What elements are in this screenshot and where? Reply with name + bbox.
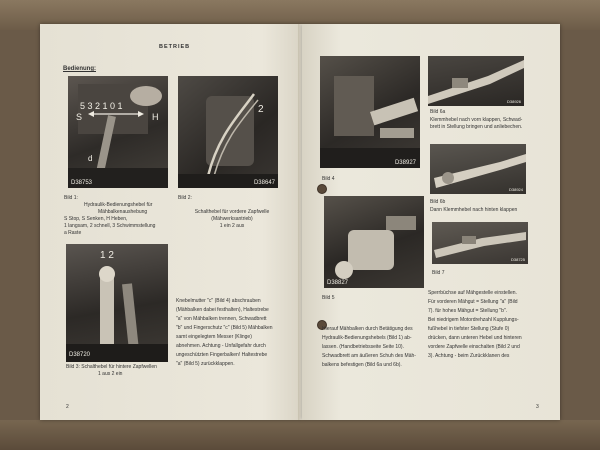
shift-position-label: 2 <box>258 104 264 115</box>
figure-1-caption-line: Mähbalkenaushebung <box>98 209 148 215</box>
photo-number: D38647 <box>253 180 275 186</box>
figure-1-caption-line: 1 langsam, 2 schnell, 3 Schwimmstellung <box>64 223 156 229</box>
figure-bild-5-photo <box>324 196 424 288</box>
lever-illustration <box>68 76 168 188</box>
pto-shaft-illustration <box>320 56 420 168</box>
lever-h-label: H <box>152 112 159 122</box>
figure-bild-6a-photo <box>428 56 524 106</box>
body-text-line: Hierauf Mähbalken durch Betätigung des <box>322 326 413 332</box>
body-text-line: "a" von Mähbalken trennen, Schwadbrett <box>176 316 267 322</box>
body-text-line: balkens befestigen (Bild 6a und 6b). <box>322 362 402 368</box>
table-background-bottom <box>0 420 600 450</box>
rear-pto-position-label: 1 2 <box>100 250 114 261</box>
figure-bild-7-photo <box>432 222 528 264</box>
section-heading: Bedienung: <box>63 66 96 72</box>
running-head: BETRIEB <box>159 44 191 50</box>
figure-2-caption-line: Schalthebel für vordere Zapfwelle <box>194 209 270 215</box>
lever-scale-label: 5 3 2 1 0 1 <box>80 101 123 111</box>
figure-bild-1-photo <box>68 76 168 188</box>
body-text-line: "a" (Bild 5) zurückklappen. <box>176 361 235 367</box>
page-number-left: 2 <box>66 404 69 410</box>
rear-pto-lever-illustration <box>66 244 168 362</box>
binding-hole <box>317 184 327 194</box>
photo-number: D38827 <box>327 280 349 286</box>
body-text-line: fußhebel in tiefster Stellung (Stufe 0) <box>428 326 510 332</box>
body-text-line: vordere Zapfwelle einschalten (Bild 2 und <box>428 344 520 350</box>
body-text-line: Sperrbüchse auf Mähgestelle einstellen. <box>428 290 517 296</box>
lever-s-label: S <box>76 112 83 122</box>
figure-6a-caption-line: brett in Stellung bringen und anliebechen. <box>430 124 523 130</box>
photo-number: D38725 <box>510 257 525 262</box>
figure-1-caption-line: S Stop, S Senken, H Heben, <box>64 216 128 222</box>
body-text-line: samt eingelegtem Messer (Klinge) <box>176 334 252 340</box>
body-text-line: abnehmen. Achtung - Unfallgefahr durch <box>176 343 266 349</box>
figure-2-caption-title: Bild 2: <box>178 195 192 201</box>
body-text-line: lassen. (Handbetriebsseite Seite 10). <box>322 344 404 350</box>
body-text-line: Hydraulik-Bedienungshebels (Bild 1) ab- <box>322 335 412 341</box>
figure-1-caption-line: a Raste <box>64 230 82 236</box>
body-text-line: Für vorderen Mähgut = Stellung "a" (Bild <box>428 299 518 305</box>
body-text-line: "b" und Fingerschutz "c" (Bild 5) Mähbalken <box>176 325 273 331</box>
body-text-line: (Mähbalken dabei festhalten), Haltestrebe <box>176 307 269 313</box>
photo-number: D38753 <box>71 180 93 186</box>
figure-5-caption: Bild 5 <box>322 295 335 301</box>
figure-1-caption-line: Hydraulik-Bedienungshebel für <box>84 202 153 208</box>
figure-bild-4-photo <box>320 56 420 168</box>
figure-7-caption: Bild 7 <box>432 270 445 276</box>
figure-1-caption-title: Bild 1: <box>64 195 78 201</box>
figure-bild-2-photo <box>178 76 278 188</box>
photo-number: D38926 <box>506 99 521 104</box>
mower-beam-illustration <box>324 196 424 288</box>
figure-6a-caption-line: Klemmhebel nach vorn klappen, Schwad- <box>430 117 523 123</box>
figure-2-caption-line: 1 ein 2 aus <box>219 223 245 229</box>
body-text-line: 7). für hohes Mähgut = Stellung "b". <box>428 308 508 314</box>
figure-6a-caption-title: Bild 6a <box>430 109 446 115</box>
figure-bild-6b-photo <box>430 144 526 194</box>
body-text-line: Schwadbrett am äußeren Schuh des Mäh- <box>322 353 416 359</box>
figure-6b-caption-title: Bild 6b <box>430 199 446 205</box>
lever-d-label: d <box>88 154 93 163</box>
figure-bild-3-photo <box>66 244 168 362</box>
photo-number: D38927 <box>394 160 416 166</box>
figure-3-caption-line: 1 aus 2 ein <box>98 371 123 377</box>
figure-4-caption: Bild 4 <box>322 176 335 182</box>
body-text-line: Knebelmutter "c" (Bild 4) abschrauben <box>176 298 261 304</box>
figure-3-caption-line: Bild 3: Schalthebel für hintere Zapfwellen <box>66 364 157 370</box>
photo-number: D38924 <box>508 187 523 192</box>
figure-6b-caption-line: Dann Klemmhebel nach hinten klappen <box>430 207 518 213</box>
body-text-line: 3). Achtung - beim Zurückklanen des <box>428 353 510 359</box>
shift-lever-illustration <box>178 76 278 188</box>
body-text-line: Bei niedrigem Motordrehzahl Kupplungs- <box>428 317 519 323</box>
page-number-right: 3 <box>536 404 539 410</box>
photo-number: D38720 <box>69 352 91 358</box>
body-text-line: ungeschützten Fingerbalken! Haltestrebe <box>176 352 268 358</box>
figure-2-caption-line: (Mähwerksantrieb) <box>211 216 253 222</box>
body-text-line: drücken, dann unteren Hebel und hinteren <box>428 335 522 341</box>
